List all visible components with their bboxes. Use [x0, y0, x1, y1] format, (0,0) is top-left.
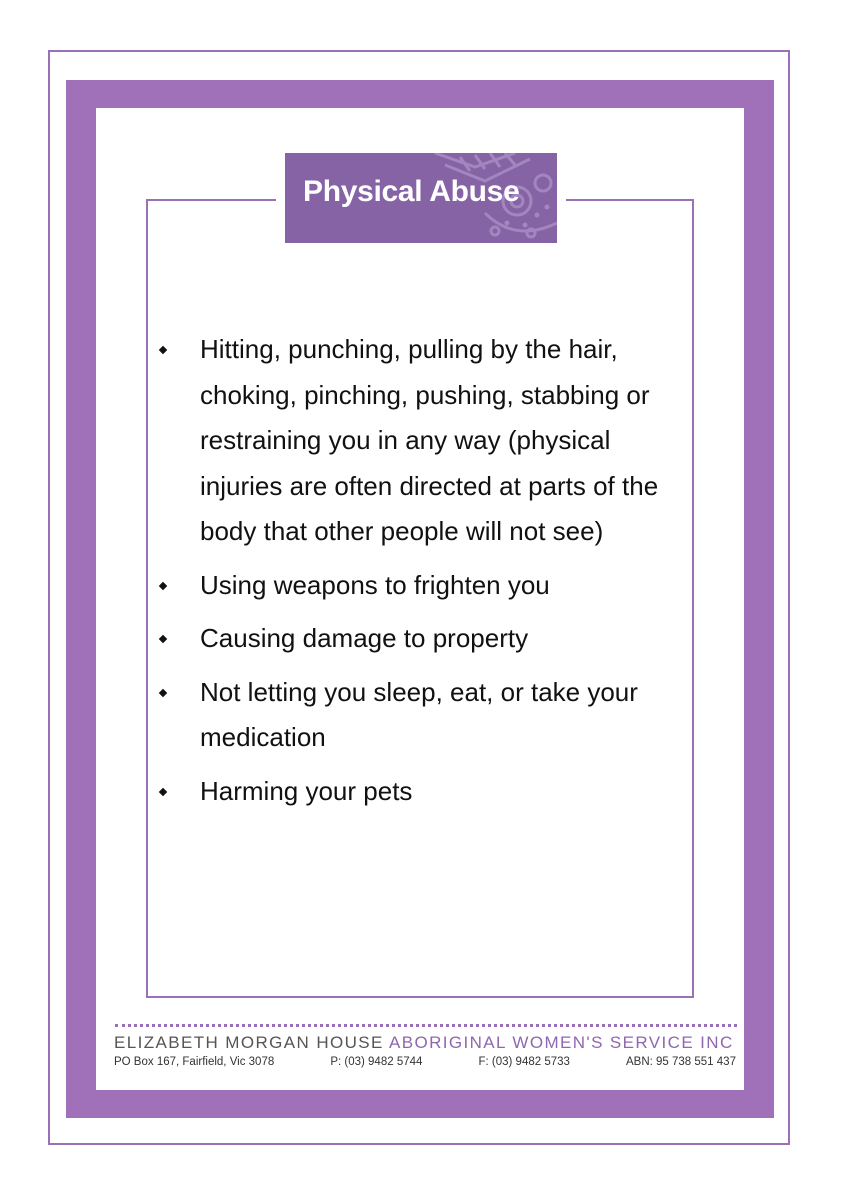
bullet-icon [159, 581, 167, 589]
list-item-text: Causing damage to property [200, 623, 529, 653]
footer-divider [115, 1024, 737, 1027]
bullet-icon [159, 346, 167, 354]
footer-organisation [114, 1033, 734, 1053]
bullet-icon [159, 787, 167, 795]
list-item [158, 327, 688, 555]
title-banner [285, 153, 557, 243]
list-item [158, 670, 688, 761]
list-item-text: Using weapons to frighten you [200, 569, 550, 600]
list-item [158, 563, 688, 609]
footer-fax: F: (03) 9482 5733 [478, 1056, 570, 1068]
list-item-text: Not letting you sleep, eat, or take your medication [200, 676, 638, 752]
list-item-text: Hitting, punching, pulling by the hair, choking, pinching, pushing, stabbing or restraining you in any way (physical injuries are often directed at parts of the body that other people will not see) [200, 334, 659, 546]
abuse-list [158, 327, 688, 822]
list-item [158, 769, 688, 815]
footer-abn: ABN: 95 738 551 437 [625, 1056, 736, 1068]
bullet-icon [159, 635, 167, 643]
bullet-icon [159, 688, 167, 696]
list-item-text: Harming your pets [200, 775, 413, 806]
list-item [158, 616, 688, 662]
footer-contact [114, 1056, 736, 1068]
footer-address: PO Box 167, Fairfield, Vic 3078 [114, 1056, 275, 1068]
org-service: ABORIGINAL WOMEN'S SERVICE INC [388, 1033, 734, 1052]
page-title: Physical Abuse [303, 175, 520, 208]
org-name: ELIZABETH MORGAN HOUSE [114, 1033, 384, 1052]
footer-phone: P: (03) 9482 5744 [330, 1056, 423, 1068]
